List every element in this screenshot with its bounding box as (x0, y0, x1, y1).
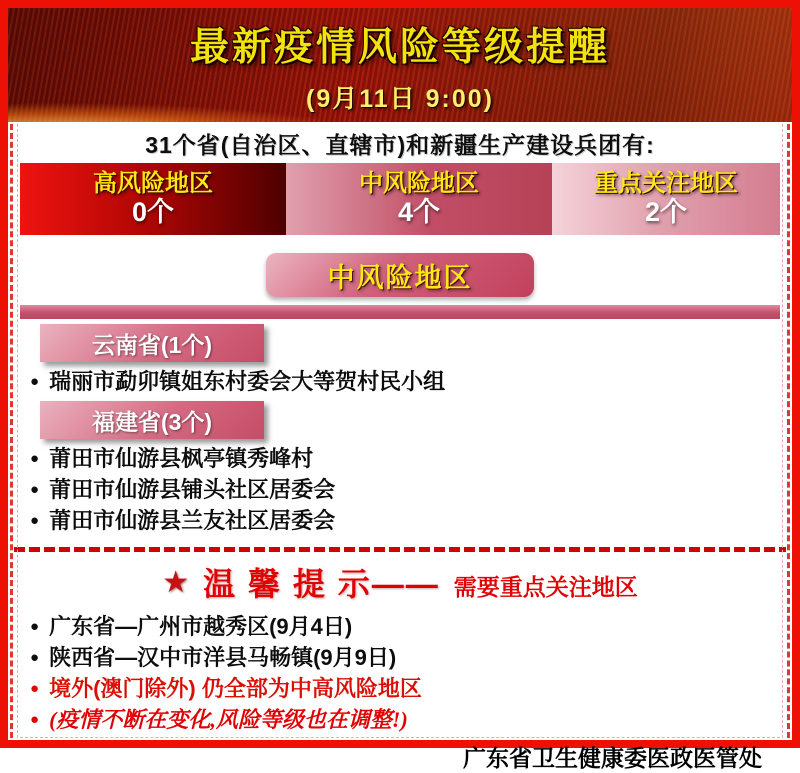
tips-subtitle: 需要重点关注地区 (453, 573, 638, 600)
stat-high-risk-label: 高风险地区 (93, 169, 213, 197)
tip-item (30, 612, 792, 641)
list-item (30, 367, 792, 396)
stats-row (20, 163, 780, 235)
tip-note-text: (疫情不断在变化,风险等级也在调整!) (49, 707, 408, 732)
province-header-fujian: 福建省(3个) (40, 401, 264, 439)
content-area (8, 122, 792, 771)
tip-item-text: 广东省—广州市越秀区(9月4日) (49, 614, 353, 639)
header-banner (8, 8, 792, 122)
tips-title: 温 馨 提 示—— (203, 566, 440, 602)
list-item-text: 莆田市仙游县铺头社区居委会 (49, 477, 336, 502)
stat-high-risk (20, 163, 286, 235)
tip-item-text: 境外(澳门除外) 仍全部为中高风险地区 (49, 676, 422, 701)
red-dashed-divider (14, 547, 786, 552)
bullet-icon: ● (30, 680, 40, 697)
tip-note (30, 705, 792, 734)
star-icon: ★ (162, 565, 190, 599)
issuer-signature: 广东省卫生健康委医政医管处 (463, 745, 762, 771)
list-item-text: 莆田市仙游县枫亭镇秀峰村 (49, 446, 314, 471)
stat-watch-areas-label: 重点关注地区 (594, 169, 738, 197)
bullet-icon: ● (30, 512, 40, 529)
list-item-text: 瑞丽市勐卯镇姐东村委会大等贺村民小组 (49, 369, 446, 394)
header-date: (9月11日 9:00) (306, 84, 494, 113)
dashed-border-left (10, 124, 13, 738)
stat-medium-risk-count: 4个 (397, 197, 441, 228)
list-item-text: 莆田市仙游县兰友社区居委会 (49, 508, 336, 533)
tip-item-text: 陕西省—汉中市洋县马畅镇(9月9日) (49, 645, 397, 670)
pink-divider-bar (20, 305, 780, 319)
stat-watch-areas-count: 2个 (644, 197, 688, 228)
bullet-icon: ● (30, 481, 40, 498)
page-title: 最新疫情风险等级提醒 (189, 25, 610, 69)
bullet-icon: ● (30, 711, 40, 728)
section-title-medium-risk: 中风险地区 (266, 253, 534, 297)
intro-line: 31个省(自治区、直辖市)和新疆生产建设兵团有: (145, 132, 655, 158)
province-header-yunnan: 云南省(1个) (40, 324, 264, 362)
dashed-border-left-inner (17, 124, 18, 738)
tip-item (30, 643, 792, 672)
stat-high-risk-count: 0个 (131, 197, 175, 228)
dashed-border-bottom (20, 737, 780, 738)
bullet-icon: ● (30, 649, 40, 666)
list-item (30, 506, 792, 535)
stat-medium-risk (286, 163, 552, 235)
stat-medium-risk-label: 中风险地区 (359, 169, 479, 197)
bullet-icon: ● (30, 373, 40, 390)
tip-item-overseas (30, 674, 792, 703)
list-item (30, 444, 792, 473)
bullet-icon: ● (30, 618, 40, 635)
stat-watch-areas (552, 163, 780, 235)
tips-header (8, 560, 792, 604)
bullet-icon: ● (30, 450, 40, 467)
list-item (30, 475, 792, 504)
